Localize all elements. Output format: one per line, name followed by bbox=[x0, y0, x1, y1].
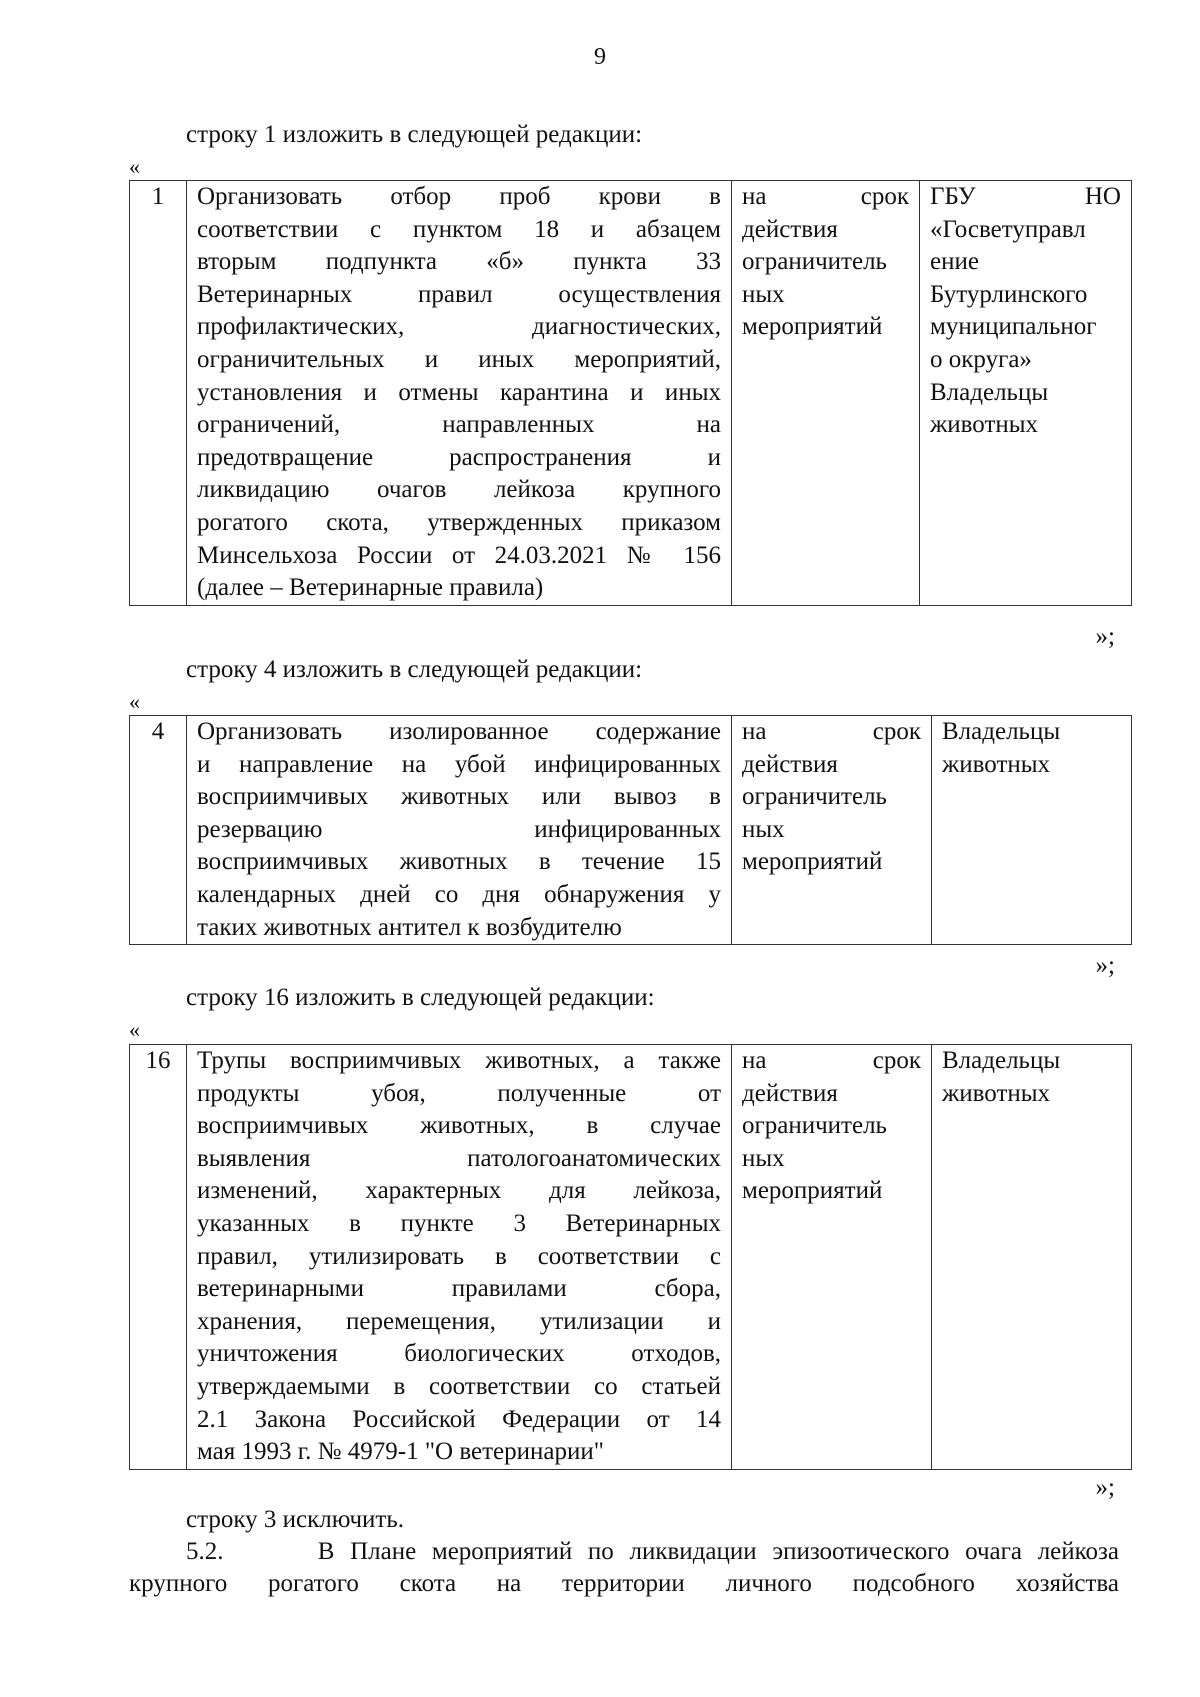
deadline-line: мероприятий bbox=[742, 848, 883, 876]
deadline-line: мероприятий bbox=[742, 1177, 883, 1205]
text-line: восприимчивых животных в течение 15 bbox=[197, 848, 721, 876]
deadline-cell bbox=[732, 1045, 932, 1470]
text-line: вторым подпункта «б» пункта 33 bbox=[197, 248, 721, 276]
text-line: предотвращение распространения и bbox=[197, 443, 721, 471]
table-row bbox=[130, 716, 1132, 945]
row-number: 16 bbox=[130, 1045, 187, 1470]
text-line: календарных дней со дня обнаружения у bbox=[197, 880, 721, 908]
measure-text bbox=[187, 181, 732, 606]
deadline-line: ограничитель bbox=[742, 783, 887, 811]
deadline-line: ных bbox=[742, 280, 785, 308]
measure-text bbox=[187, 716, 732, 945]
text-line: хранения, перемещения, утилизации и bbox=[197, 1307, 721, 1335]
amend-table-row-16 bbox=[129, 1044, 1132, 1470]
deadline-line: действия bbox=[742, 1079, 838, 1107]
row-number: 4 bbox=[130, 716, 187, 945]
table-row bbox=[130, 1045, 1132, 1470]
exclude-line: строку 3 исключить. bbox=[186, 1506, 404, 1533]
deadline-line: мероприятий bbox=[742, 313, 883, 341]
executor-line: Владельцы bbox=[942, 718, 1061, 745]
executor-line: ение bbox=[930, 248, 979, 276]
executor-line: животных bbox=[930, 411, 1039, 439]
open-quote: « bbox=[129, 154, 140, 179]
deadline-line: ограничитель bbox=[742, 1112, 887, 1140]
amend-table-row-1 bbox=[129, 180, 1132, 606]
deadline-line: на срок bbox=[742, 1047, 921, 1074]
text-line: рогатого скота, утвержденных приказом bbox=[197, 508, 721, 536]
text-line: Трупы восприимчивых животных, а также bbox=[197, 1047, 721, 1074]
text-line: утверждаемыми в соответствии со статьей bbox=[197, 1372, 721, 1400]
text-line: Организовать отбор проб крови в bbox=[197, 183, 721, 210]
executor-cell bbox=[920, 181, 1132, 606]
deadline-line: действия bbox=[742, 215, 838, 243]
text-line: восприимчивых животных или вывоз в bbox=[197, 783, 721, 811]
text-line: восприимчивых животных, в случае bbox=[197, 1112, 721, 1140]
intro-line-row-1: строку 1 изложить в следующей редакции: bbox=[186, 121, 643, 148]
executor-line: Бутурлинского bbox=[930, 280, 1088, 308]
close-quote: »; bbox=[1095, 952, 1115, 979]
table-row bbox=[130, 181, 1132, 606]
text-line: указанных в пункте 3 Ветеринарных bbox=[197, 1209, 721, 1237]
paragraph-line: крупного рогатого скота на территории личного подсобного хозяйства bbox=[129, 1570, 1119, 1597]
text-line: изменений, характерных для лейкоза, bbox=[197, 1177, 721, 1205]
deadline-cell bbox=[732, 716, 932, 945]
text-line: таких животных антител к возбудителю bbox=[197, 913, 622, 941]
text-line: уничтожения биологических отходов, bbox=[197, 1340, 721, 1368]
text-line: ветеринарными правилами сбора, bbox=[197, 1275, 721, 1303]
executor-line: «Госветуправл bbox=[930, 215, 1086, 243]
text-line: продукты убоя, полученные от bbox=[197, 1079, 721, 1107]
executor-cell bbox=[932, 716, 1132, 945]
row-number: 1 bbox=[130, 181, 187, 606]
intro-line-row-4: строку 4 изложить в следующей редакции: bbox=[186, 656, 643, 683]
executor-line: ГБУ НО bbox=[930, 183, 1121, 210]
text-line: ограничений, направленных на bbox=[197, 411, 721, 439]
close-quote: »; bbox=[1095, 1474, 1115, 1501]
text-line: ограничительных и иных мероприятий, bbox=[197, 345, 721, 373]
intro-line-row-16: строку 16 изложить в следующей редакции: bbox=[186, 984, 655, 1011]
open-quote: « bbox=[129, 1017, 140, 1042]
executor-line: животных bbox=[942, 750, 1051, 778]
text-line: ликвидацию очагов лейкоза крупного bbox=[197, 476, 721, 504]
deadline-cell bbox=[732, 181, 920, 606]
text-line: резервацию инфицированных bbox=[197, 815, 721, 843]
deadline-line: ных bbox=[742, 815, 785, 843]
text-line: и направление на убой инфицированных bbox=[197, 750, 721, 778]
text-line: профилактических, диагностических, bbox=[197, 313, 721, 341]
text-line: правил, утилизировать в соответствии с bbox=[197, 1242, 721, 1270]
text-line: установления и отмены карантина и иных bbox=[197, 378, 721, 406]
executor-line: Владельцы bbox=[930, 378, 1049, 406]
executor-line: муниципальног bbox=[930, 313, 1097, 341]
text-line: выявления патологоанатомических bbox=[197, 1144, 721, 1172]
paragraph-5-2 bbox=[129, 1536, 1119, 1600]
text-line: соответствии с пунктом 18 и абзацем bbox=[197, 215, 721, 243]
text-line: Организовать изолированное содержание bbox=[197, 718, 721, 745]
deadline-line: ных bbox=[742, 1144, 785, 1172]
amend-table-row-4 bbox=[129, 715, 1132, 945]
page-number: 9 bbox=[594, 44, 606, 70]
open-quote: « bbox=[129, 689, 140, 714]
text-line: Минсельхоза России от 24.03.2021 № 156 bbox=[197, 541, 721, 569]
executor-line: животных bbox=[942, 1079, 1051, 1107]
executor-line: Владельцы bbox=[942, 1047, 1061, 1074]
paragraph-line: 5.2. В Плане мероприятий по ликвидации эпизоотического очага лейкоза bbox=[186, 1538, 1119, 1565]
measure-text bbox=[187, 1045, 732, 1470]
deadline-line: на срок bbox=[742, 718, 921, 745]
text-line: 2.1 Закона Российской Федерации от 14 bbox=[197, 1405, 721, 1433]
close-quote: »; bbox=[1095, 623, 1115, 650]
text-line: мая 1993 г. № 4979-1 "О ветеринарии" bbox=[197, 1438, 604, 1466]
executor-line: о округа» bbox=[930, 345, 1032, 373]
deadline-line: действия bbox=[742, 750, 838, 778]
executor-cell bbox=[932, 1045, 1132, 1470]
deadline-line: на срок bbox=[742, 183, 909, 210]
text-line: Ветеринарных правил осуществления bbox=[197, 280, 721, 308]
deadline-line: ограничитель bbox=[742, 248, 887, 276]
text-line: (далее – Ветеринарные правила) bbox=[197, 574, 544, 602]
